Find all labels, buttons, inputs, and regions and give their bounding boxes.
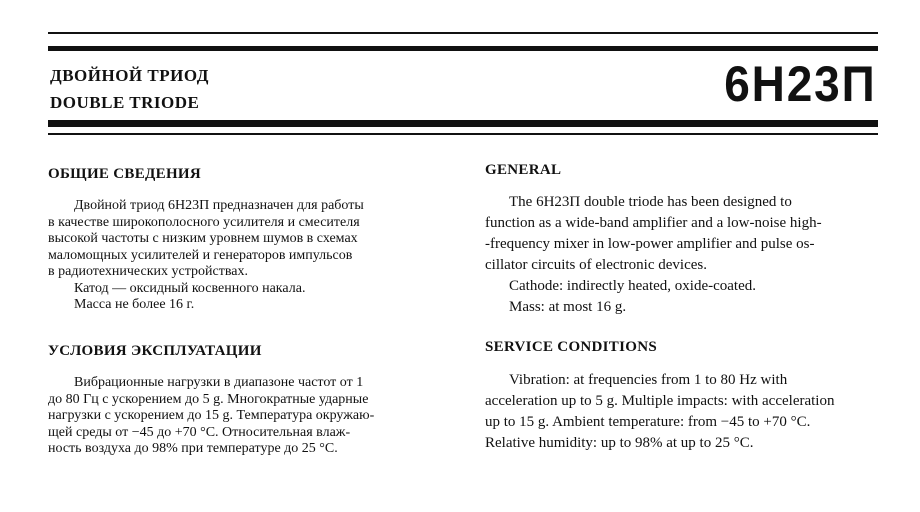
en-mass: Mass: at most 16 g. <box>509 299 627 315</box>
ru-service-line: нагрузки с ускорением до 15 g. Температура окружаю- <box>48 408 375 423</box>
en-service-text <box>485 370 834 454</box>
title-english: DOUBLE TRIODE <box>50 93 200 112</box>
header-rule-thin-top <box>48 32 878 34</box>
header-rule-thick-bottom <box>48 120 878 127</box>
en-general-line: -frequency mixer in low-power amplifier and pulse os- <box>485 236 815 252</box>
ru-general-line: Двойной триод 6Н23П предназначен для работы <box>74 198 364 213</box>
ru-service-line: до 80 Гц с ускорением до 5 g. Многократные ударные <box>48 391 369 407</box>
ru-general-heading: ОБЩИЕ СВЕДЕНИЯ <box>48 166 202 182</box>
ru-general-line: высокой частоты с низким уровнем шумов в схемах <box>48 231 358 246</box>
en-general-line: The 6Н23П double triode has been designed to <box>509 194 792 210</box>
ru-service-line: Вибрационные нагрузки в диапазоне частот от 1 <box>74 375 364 390</box>
en-service-line: acceleration up to 5 g. Multiple impacts: with acceleration <box>485 393 835 409</box>
en-general-line: function as a wide-band amplifier and a low-noise high- <box>485 215 822 231</box>
ru-general-line: в качестве широкополосного усилителя и смесителя <box>48 214 360 230</box>
header-rule-thick-top <box>48 46 878 51</box>
ru-general-text <box>48 198 364 314</box>
ru-general-line: в радиотехнических устройствах. <box>48 264 248 279</box>
ru-service-heading: УСЛОВИЯ ЭКСПЛУАТАЦИИ <box>48 343 262 359</box>
ru-service-text <box>48 375 374 458</box>
en-service-line: Vibration: at frequencies from 1 to 80 Hz with <box>509 372 788 388</box>
ru-general-line: маломощных усилителей и генераторов импульсов <box>48 247 353 263</box>
ru-service-line: щей среды от −45 до +70 °С. Относительная влаж- <box>48 424 351 440</box>
title-russian: ДВОЙНОЙ ТРИОД <box>50 66 209 85</box>
header-rule-thin-bottom <box>48 133 878 135</box>
ru-mass: Масса не более 16 г. <box>74 297 195 312</box>
ru-cathode: Катод — оксидный косвенного накала. <box>74 280 306 296</box>
en-service-heading: SERVICE CONDITIONS <box>485 339 657 355</box>
model-number: 6Н23П <box>723 56 876 112</box>
en-service-line: Relative humidity: up to 98% at up to 25 °C. <box>485 435 754 451</box>
en-service-line: up to 15 g. Ambient temperature: from −45 to +70 °C. <box>485 414 811 430</box>
en-general-text <box>485 192 822 318</box>
en-cathode: Cathode: indirectly heated, oxide-coated. <box>509 278 756 294</box>
en-general-heading: GENERAL <box>485 162 562 178</box>
en-general-line: cillator circuits of electronic devices. <box>485 257 707 273</box>
ru-service-line: ность воздуха до 98% при температуре до 25 °С. <box>48 441 338 456</box>
